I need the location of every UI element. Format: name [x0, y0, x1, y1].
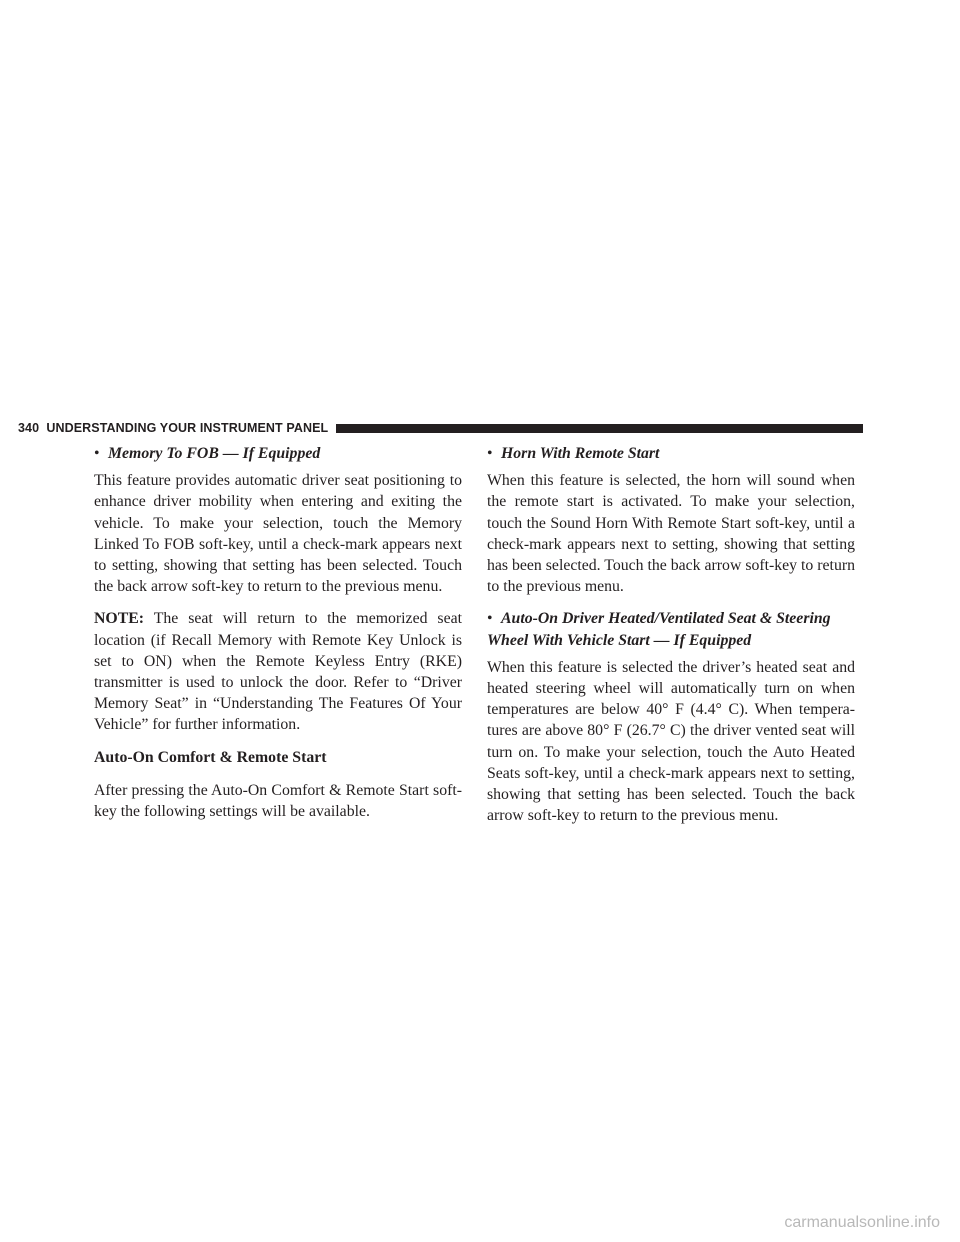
bullet-memory-to-fob-text: Memory To FOB — If Equipped — [108, 445, 321, 462]
note-text: The seat will return to the memorized seat location (if Recall Memory with Remote Key Unlock is set to ON) when the Remote Keyless Entry (RKE) transmitter is used to unlock the door. Refer to “Driver Memory Seat” in “Understanding The Features Of Your Vehicle” for further information. — [94, 610, 462, 734]
bullet-memory-to-fob — [94, 443, 462, 464]
memory-to-fob-paragraph: This feature provides automatic driver seat positioning to enhance driver mobility when entering and exiting the vehicle. To make your selection, touch the Memory Linked To FOB soft-key, until a check-mark appears next to setting, showing that setting has been selected. Touch the back arrow soft-key to return to the previous menu. — [94, 472, 462, 596]
note-label: NOTE: — [94, 610, 145, 628]
note-paragraph — [94, 608, 462, 735]
bullet-horn-remote-start — [487, 443, 855, 464]
page-number: 340 — [18, 421, 40, 435]
left-column — [94, 443, 462, 833]
header-rule — [336, 424, 863, 433]
section-title: UNDERSTANDING YOUR INSTRUMENT PANEL — [46, 421, 329, 435]
bullet-glyph: • — [94, 445, 100, 462]
auto-on-comfort-paragraph: After pressing the Auto-On Comfort & Remote Start soft-key the following settings will be available. — [94, 781, 462, 821]
bullet-glyph: • — [487, 610, 493, 628]
subhead-auto-on-comfort: Auto-On Comfort & Remote Start — [94, 748, 327, 766]
page-header — [18, 420, 863, 436]
bullet-auto-on-heated-seat — [487, 608, 855, 650]
bullet-auto-on-heated-seat-line1: Auto-On Driver Heated/Ventilated Seat & Steering — [501, 610, 831, 628]
bullet-auto-on-heated-seat-line2: Wheel With Vehicle Start — If Equipped — [487, 631, 752, 649]
bullet-horn-remote-start-text: Horn With Remote Start — [501, 445, 660, 462]
right-column — [487, 443, 855, 837]
bullet-glyph: • — [487, 445, 493, 462]
watermark: carmanualsonline.info — [784, 1214, 940, 1231]
page-header-text — [18, 421, 328, 435]
auto-on-heated-seat-paragraph: When this feature is selected the driver’s heated seat and heated steering wheel will automatically turn on when temperatures are below 40° F (4.4° C). When tempera-tures are above 80° F (26.7° C) the driver vented seat will turn on. To make your selection, touch the Auto Heated Seats soft-key, until a check-mark appears next to setting, showing that setting has been selected. Touch the back arrow soft-key to return to the previous menu. — [487, 658, 855, 825]
horn-remote-start-paragraph: When this feature is selected, the horn will sound when the remote start is activated. To make your selection, touch the Sound Horn With Remote Start soft-key, until a check-mark appears next to setting, showing that setting has been selected. Touch the back arrow soft-key to return to the previous menu. — [487, 472, 855, 596]
